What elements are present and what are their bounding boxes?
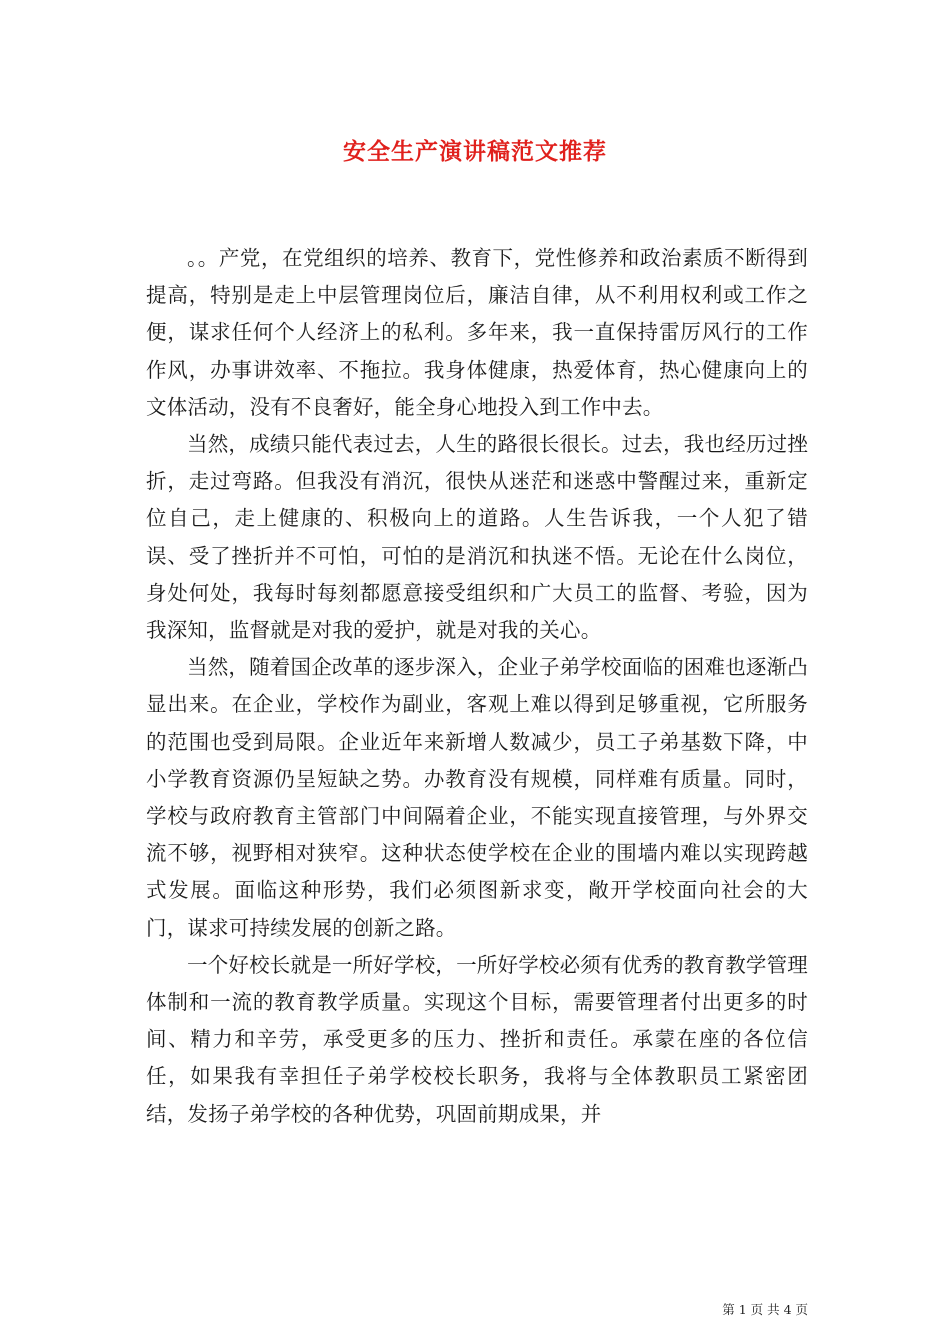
paragraph-4: 一个好校长就是一所好学校，一所好学校必须有优秀的教育教学管理体制和一流的教育教学质量。实现这个目标，需要管理者付出更多的时间、精力和辛劳，承受更多的压力、挫折和责任。承蒙在座的各位信任，如果我有幸担任子弟学校校长职务，我将与全体教职员工紧密团结，发扬子弟学校的各种优势，巩固前期成果，并 [146, 952, 808, 1126]
paragraph-3: 当然，随着国企改革的逐步深入，企业子弟学校面临的困难也逐渐凸显出来。在企业，学校作为副业，客观上难以得到足够重视，它所服务的范围也受到局限。企业近年来新增人数减少，员工子弟基数下降，中小学教育资源仍呈短缺之势。办教育没有规模，同样难有质量。同时，学校与政府教育主管部门中间隔着企业，不能实现直接管理，与外界交流不够，视野相对狭窄。这种状态使学校在企业的围墙内难以实现跨越式发展。面临这种形势，我们必须图新求变，敞开学校面向社会的大门，谋求可持续发展的创新之路。 [146, 655, 808, 940]
paragraph-2: 当然，成绩只能代表过去，人生的路很长很长。过去，我也经历过挫折，走过弯路。但我没有消沉，很快从迷茫和迷惑中警醒过来，重新定位自己，走上健康的、积极向上的道路。人生告诉我，一个人犯了错误、受了挫折并不可怕，可怕的是消沉和执迷不悟。无论在什么岗位，身处何处，我每时每刻都愿意接受组织和广大员工的监督、考验，因为我深知，监督就是对我的爱护，就是对我的关心。 [146, 432, 808, 643]
document-body [146, 240, 808, 1133]
page-number-footer: 第 1 页 共 4 页 [722, 1302, 808, 1317]
paragraph-1: 。。产党，在党组织的培养、教育下，党性修养和政治素质不断得到提高，特别是走上中层管理岗位后，廉洁自律，从不利用权利或工作之便，谋求任何个人经济上的私利。多年来，我一直保持雷厉风行的工作作风，办事讲效率、不拖拉。我身体健康，热爱体育，热心健康向上的文体活动，没有不良奢好，能全身心地投入到工作中去。 [146, 246, 808, 419]
document-title: 安全生产演讲稿范文推荐 [343, 138, 607, 165]
